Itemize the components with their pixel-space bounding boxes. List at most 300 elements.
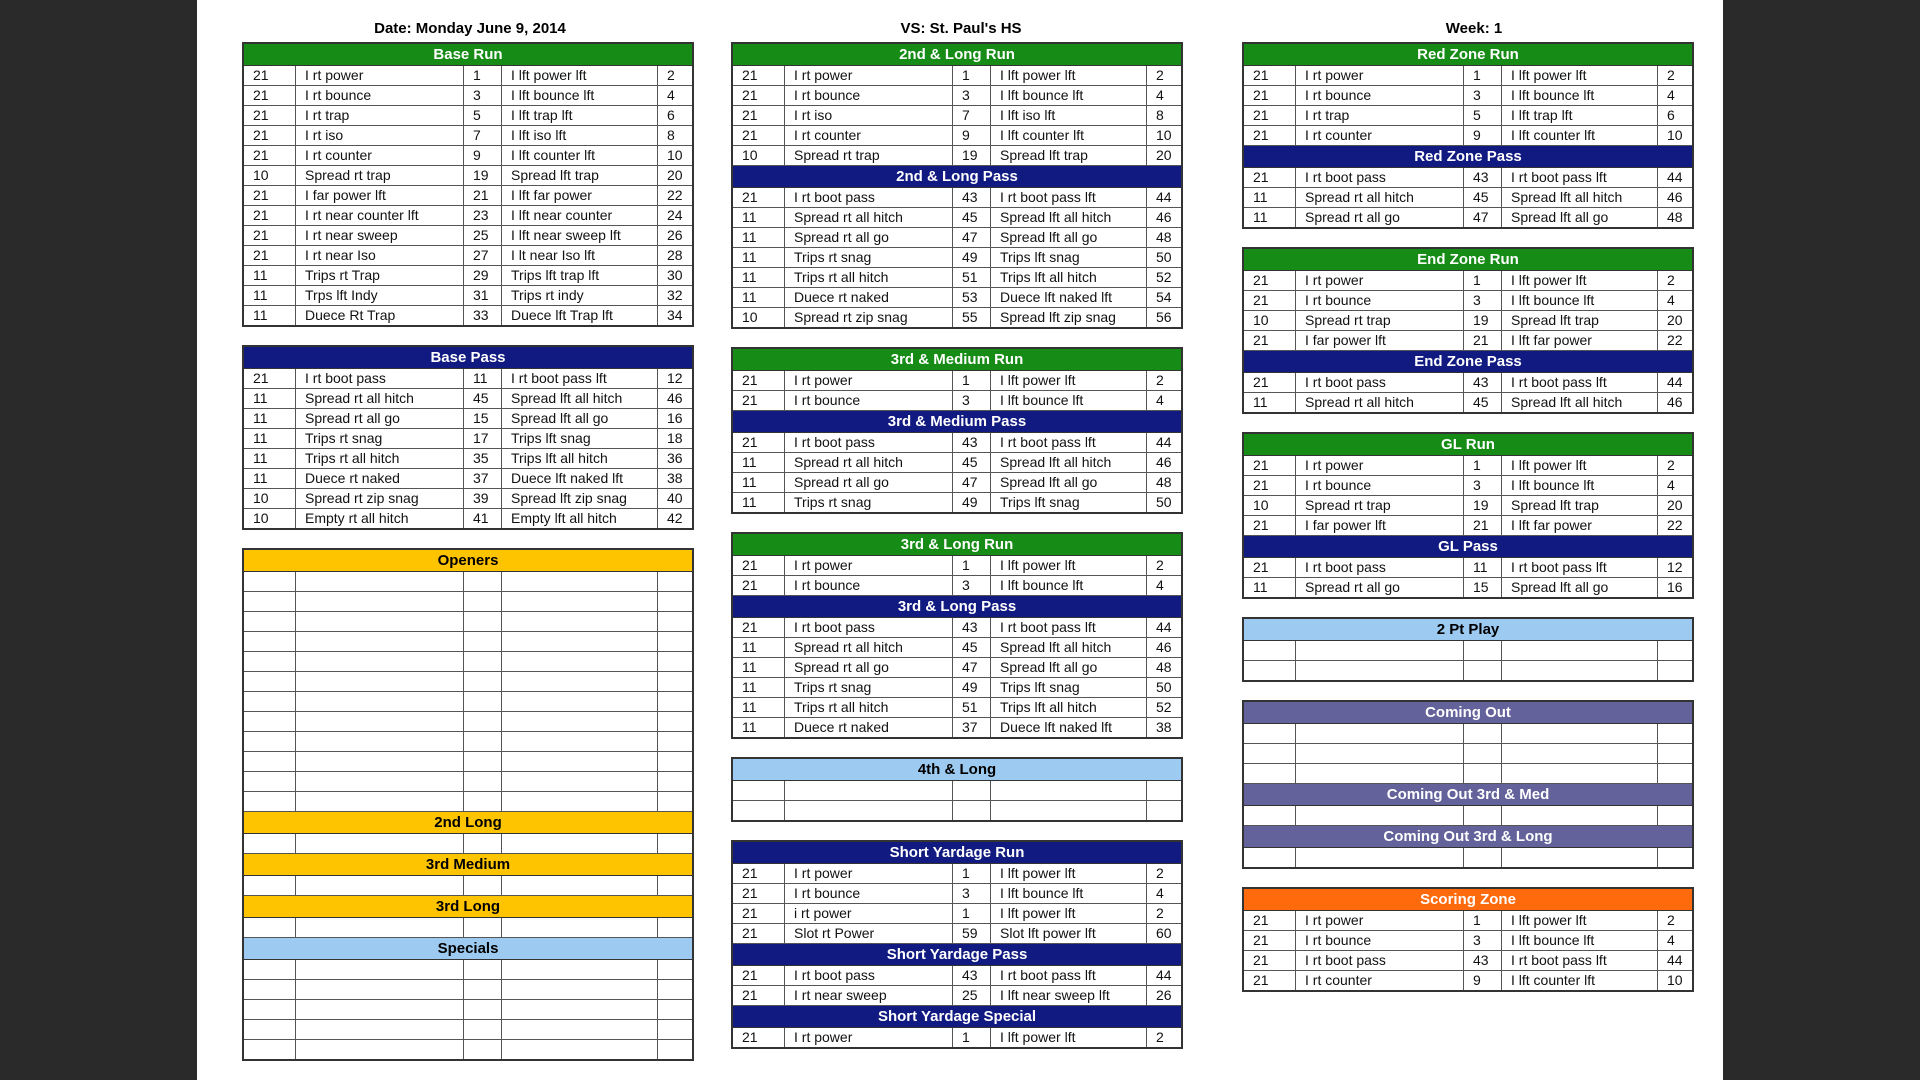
play-row <box>733 288 1181 308</box>
play-cell: Spread rt all go <box>296 409 464 428</box>
personnel-cell: 11 <box>1244 393 1296 412</box>
play-cell: Spread rt all go <box>1296 578 1464 597</box>
mirror-play-cell: Spread lft all hitch <box>502 389 658 408</box>
play-cell: Slot rt Power <box>785 924 953 943</box>
personnel-cell: 10 <box>244 166 296 185</box>
play-row <box>244 489 692 509</box>
mirror-play-cell: I lft bounce lft <box>1502 476 1658 495</box>
blank-cell <box>502 592 658 611</box>
personnel-cell: 11 <box>733 288 785 307</box>
blank-cell <box>1244 744 1296 763</box>
blank-cell <box>244 752 296 771</box>
section-header-2nd-long-pass: 2nd & Long Pass <box>733 166 1181 188</box>
mirror-play-cell: I lft power lft <box>1502 271 1658 290</box>
blank-cell <box>658 1040 692 1059</box>
mirror-play-cell: Empty lft all hitch <box>502 509 658 528</box>
play-row <box>244 246 692 266</box>
mirror-number-cell: 52 <box>1156 699 1172 715</box>
blank-cell <box>244 918 296 937</box>
blank-cell <box>464 792 502 811</box>
personnel-cell: 21 <box>733 556 785 575</box>
play-number-cell: 15 <box>1464 578 1502 597</box>
play-table <box>731 347 1183 514</box>
section-header-short-yardage-run: Short Yardage Run <box>733 842 1181 864</box>
play-cell: I far power lft <box>1296 516 1464 535</box>
section-header-red-zone-pass: Red Zone Pass <box>1244 146 1692 168</box>
play-cell: Empty rt all hitch <box>296 509 464 528</box>
blank-cell <box>502 712 658 731</box>
blank-cell <box>1658 744 1692 763</box>
personnel-cell: 11 <box>244 266 296 285</box>
blank-cell <box>658 592 692 611</box>
blank-cell <box>244 612 296 631</box>
play-row <box>733 106 1181 126</box>
mirror-number-cell: 26 <box>1156 987 1172 1003</box>
blank-cell <box>296 960 464 979</box>
blank-cell <box>658 732 692 751</box>
mirror-number-cell: 18 <box>667 430 683 446</box>
mirror-number-cell: 48 <box>1156 659 1172 675</box>
mirror-number-cell: 54 <box>1156 289 1172 305</box>
blank-row <box>244 980 692 1000</box>
blank-cell <box>1502 661 1658 680</box>
blank-cell <box>296 752 464 771</box>
mirror-play-cell: I rt boot pass lft <box>991 188 1147 207</box>
mirror-play-cell: Slot lft power lft <box>991 924 1147 943</box>
blank-cell <box>244 652 296 671</box>
mirror-play-cell: Spread lft zip snag <box>502 489 658 508</box>
mirror-play-cell: I lft counter lft <box>1502 971 1658 990</box>
mirror-number-cell: 22 <box>1667 332 1683 348</box>
blank-cell <box>296 792 464 811</box>
play-cell: Spread rt trap <box>296 166 464 185</box>
blank-cell <box>464 772 502 791</box>
section-header-2nd-long: 2nd Long <box>244 812 692 834</box>
blank-cell <box>296 834 464 853</box>
mirror-play-cell: I rt boot pass lft <box>991 618 1147 637</box>
mirror-play-cell: I rt boot pass lft <box>1502 558 1658 577</box>
mirror-number-cell: 48 <box>1156 474 1172 490</box>
personnel-cell: 21 <box>244 226 296 245</box>
blank-cell <box>1502 848 1658 867</box>
play-cell: I rt bounce <box>296 86 464 105</box>
blank-cell <box>502 772 658 791</box>
play-number-cell: 59 <box>953 924 991 943</box>
blank-cell <box>244 672 296 691</box>
play-cell: I rt counter <box>1296 126 1464 145</box>
mirror-play-cell: Spread lft all hitch <box>991 638 1147 657</box>
blank-row <box>1244 641 1692 661</box>
play-cell: Duece rt naked <box>785 718 953 737</box>
mirror-play-cell: I rt boot pass lft <box>1502 951 1658 970</box>
blank-cell <box>733 781 785 800</box>
mirror-number-cell: 46 <box>1667 189 1683 205</box>
play-number-cell: 47 <box>953 228 991 247</box>
play-row <box>1244 291 1692 311</box>
play-cell: Spread rt all hitch <box>785 638 953 657</box>
blank-cell <box>464 612 502 631</box>
blank-cell <box>464 732 502 751</box>
play-number-cell: 7 <box>953 106 991 125</box>
play-cell: I rt boot pass <box>785 618 953 637</box>
blank-row <box>244 652 692 672</box>
personnel-cell: 21 <box>1244 331 1296 350</box>
personnel-cell: 21 <box>733 924 785 943</box>
play-cell: I rt boot pass <box>1296 373 1464 392</box>
mirror-number-cell: 22 <box>1667 517 1683 533</box>
blank-row <box>733 801 1181 820</box>
blank-cell <box>464 692 502 711</box>
blank-cell <box>658 980 692 999</box>
mirror-number-cell: 48 <box>1156 229 1172 245</box>
play-row <box>733 86 1181 106</box>
mirror-play-cell: Spread lft all go <box>1502 578 1658 597</box>
section-header-short-yardage-special: Short Yardage Special <box>733 1006 1181 1028</box>
blank-row <box>244 592 692 612</box>
personnel-cell: 21 <box>733 1028 785 1047</box>
mirror-play-cell: I lft bounce lft <box>1502 86 1658 105</box>
personnel-cell: 21 <box>733 986 785 1005</box>
mirror-number-cell: 26 <box>667 227 683 243</box>
personnel-cell: 11 <box>733 248 785 267</box>
mirror-number-cell: 10 <box>1156 127 1172 143</box>
blank-cell <box>1464 724 1502 743</box>
blank-cell <box>296 1040 464 1059</box>
play-number-cell: 47 <box>953 658 991 677</box>
play-number-cell: 9 <box>953 126 991 145</box>
blank-cell <box>658 918 692 937</box>
play-number-cell: 45 <box>1464 188 1502 207</box>
play-row <box>733 658 1181 678</box>
play-cell: I rt bounce <box>785 86 953 105</box>
mirror-play-cell: I lft counter lft <box>1502 126 1658 145</box>
personnel-cell: 21 <box>733 966 785 985</box>
play-cell: I rt counter <box>785 126 953 145</box>
play-cell: I rt boot pass <box>1296 558 1464 577</box>
play-row <box>1244 271 1692 291</box>
mirror-play-cell: Spread lft all go <box>1502 208 1658 227</box>
play-row <box>733 678 1181 698</box>
blank-cell <box>502 1020 658 1039</box>
blank-cell <box>464 834 502 853</box>
blank-cell <box>1464 744 1502 763</box>
play-row <box>244 226 692 246</box>
mirror-number-cell: 48 <box>1667 209 1683 225</box>
play-row <box>1244 188 1692 208</box>
play-number-cell: 21 <box>1464 331 1502 350</box>
mirror-number-cell: 38 <box>667 470 683 486</box>
mirror-play-cell: Spread lft all hitch <box>991 208 1147 227</box>
play-number-cell: 1 <box>464 66 502 85</box>
blank-cell <box>658 632 692 651</box>
blank-cell <box>502 980 658 999</box>
play-cell: Duece rt naked <box>785 288 953 307</box>
play-row <box>733 493 1181 512</box>
blank-row <box>244 834 692 854</box>
play-number-cell: 5 <box>464 106 502 125</box>
play-number-cell: 45 <box>1464 393 1502 412</box>
personnel-cell: 21 <box>733 106 785 125</box>
mirror-number-cell: 2 <box>1156 905 1164 921</box>
mirror-number-cell: 4 <box>1156 577 1164 593</box>
section-header-3rd-long: 3rd Long <box>244 896 692 918</box>
mirror-number-cell: 20 <box>667 167 683 183</box>
personnel-cell: 21 <box>1244 516 1296 535</box>
play-row <box>733 188 1181 208</box>
play-row <box>733 556 1181 576</box>
play-row <box>244 306 692 325</box>
play-cell: Spread rt trap <box>1296 496 1464 515</box>
mirror-number-cell: 6 <box>667 107 675 123</box>
personnel-cell: 21 <box>244 146 296 165</box>
personnel-cell: 21 <box>244 369 296 388</box>
blank-cell <box>502 1000 658 1019</box>
play-row <box>1244 126 1692 146</box>
play-row <box>244 389 692 409</box>
mirror-number-cell: 46 <box>1156 454 1172 470</box>
personnel-cell: 21 <box>1244 951 1296 970</box>
blank-cell <box>1502 641 1658 660</box>
play-row <box>733 228 1181 248</box>
blank-cell <box>502 752 658 771</box>
play-cell: I rt power <box>785 556 953 575</box>
play-number-cell: 11 <box>1464 558 1502 577</box>
personnel-cell: 21 <box>733 576 785 595</box>
blank-row <box>244 692 692 712</box>
play-cell: I rt power <box>1296 271 1464 290</box>
mirror-number-cell: 12 <box>1667 559 1683 575</box>
mirror-play-cell: I rt boot pass lft <box>1502 168 1658 187</box>
play-cell: I rt trap <box>296 106 464 125</box>
mirror-play-cell: I lft bounce lft <box>1502 931 1658 950</box>
mirror-play-cell: Trips lft all hitch <box>991 268 1147 287</box>
blank-row <box>244 1040 692 1059</box>
play-cell: I rt near sweep <box>296 226 464 245</box>
blank-cell <box>1658 848 1692 867</box>
play-number-cell: 1 <box>953 556 991 575</box>
blank-cell <box>464 960 502 979</box>
section-header-openers: Openers <box>244 550 692 572</box>
blank-cell <box>1464 848 1502 867</box>
play-row <box>733 268 1181 288</box>
blank-cell <box>1244 806 1296 825</box>
mirror-play-cell: I lft bounce lft <box>991 576 1147 595</box>
personnel-cell: 11 <box>733 493 785 512</box>
play-cell: Trips rt all hitch <box>296 449 464 468</box>
mirror-play-cell: Spread lft trap <box>1502 496 1658 515</box>
personnel-cell: 11 <box>733 228 785 247</box>
blank-cell <box>464 632 502 651</box>
section-header-2nd-long-run: 2nd & Long Run <box>733 44 1181 66</box>
play-sheet <box>197 0 1723 1080</box>
play-cell: Spread rt all hitch <box>296 389 464 408</box>
play-number-cell: 45 <box>953 208 991 227</box>
mirror-play-cell: I lft trap lft <box>502 106 658 125</box>
blank-cell <box>1502 724 1658 743</box>
play-cell: Spread rt zip snag <box>296 489 464 508</box>
blank-cell <box>658 876 692 895</box>
play-row <box>244 206 692 226</box>
play-cell: I rt power <box>296 66 464 85</box>
play-row <box>733 618 1181 638</box>
opponent-header: VS: St. Paul's HS <box>900 20 1022 37</box>
play-number-cell: 3 <box>1464 291 1502 310</box>
blank-row <box>244 1000 692 1020</box>
play-cell: Spread rt trap <box>1296 311 1464 330</box>
blank-row <box>244 632 692 652</box>
blank-cell <box>296 980 464 999</box>
blank-cell <box>464 1000 502 1019</box>
blank-cell <box>733 801 785 820</box>
blank-cell <box>658 960 692 979</box>
blank-cell <box>296 672 464 691</box>
play-cell: I rt power <box>1296 66 1464 85</box>
blank-cell <box>464 876 502 895</box>
week-header: Week: 1 <box>1445 20 1503 37</box>
mirror-play-cell: Trips lft snag <box>991 248 1147 267</box>
personnel-cell: 11 <box>733 268 785 287</box>
mirror-play-cell: I lft near sweep lft <box>991 986 1147 1005</box>
mirror-number-cell: 50 <box>1156 249 1172 265</box>
blank-cell <box>244 960 296 979</box>
play-number-cell: 33 <box>464 306 502 325</box>
mirror-play-cell: Trips lft trap lft <box>502 266 658 285</box>
blank-cell <box>502 732 658 751</box>
play-number-cell: 1 <box>953 904 991 923</box>
mirror-play-cell: Duece lft naked lft <box>991 288 1147 307</box>
mirror-number-cell: 4 <box>1156 87 1164 103</box>
play-number-cell: 21 <box>1464 516 1502 535</box>
blank-cell <box>502 652 658 671</box>
play-number-cell: 27 <box>464 246 502 265</box>
play-number-cell: 1 <box>1464 66 1502 85</box>
personnel-cell: 21 <box>1244 106 1296 125</box>
blank-cell <box>1502 764 1658 783</box>
blank-cell <box>244 592 296 611</box>
personnel-cell: 11 <box>1244 578 1296 597</box>
mirror-play-cell: Spread lft trap <box>1502 311 1658 330</box>
play-cell: Spread rt all go <box>785 658 953 677</box>
mirror-play-cell: I lft trap lft <box>1502 106 1658 125</box>
section-header-3rd-medium-run: 3rd & Medium Run <box>733 349 1181 371</box>
mirror-number-cell: 4 <box>1667 932 1675 948</box>
blank-cell <box>658 792 692 811</box>
section-header-base-pass: Base Pass <box>244 347 692 369</box>
play-number-cell: 45 <box>953 638 991 657</box>
blank-cell <box>296 612 464 631</box>
play-number-cell: 3 <box>953 576 991 595</box>
mirror-play-cell: I lft iso lft <box>991 106 1147 125</box>
mirror-play-cell: I lft counter lft <box>991 126 1147 145</box>
play-cell: Spread rt all hitch <box>1296 393 1464 412</box>
mirror-play-cell: I lft counter lft <box>502 146 658 165</box>
mirror-play-cell: I lft bounce lft <box>991 86 1147 105</box>
personnel-cell: 21 <box>244 66 296 85</box>
mirror-number-cell: 56 <box>1156 309 1172 325</box>
play-row <box>733 638 1181 658</box>
play-row <box>1244 373 1692 393</box>
blank-row <box>733 781 1181 801</box>
play-number-cell: 47 <box>953 473 991 492</box>
play-number-cell: 35 <box>464 449 502 468</box>
blank-cell <box>1658 661 1692 680</box>
personnel-cell: 21 <box>1244 456 1296 475</box>
play-row <box>733 966 1181 986</box>
play-cell: I rt power <box>785 371 953 390</box>
play-cell: I rt power <box>785 864 953 883</box>
mirror-play-cell: I lft power lft <box>991 1028 1147 1047</box>
play-row <box>733 371 1181 391</box>
play-number-cell: 9 <box>1464 971 1502 990</box>
mirror-play-cell: I lft power lft <box>991 371 1147 390</box>
personnel-cell: 11 <box>733 698 785 717</box>
personnel-cell: 11 <box>244 449 296 468</box>
personnel-cell: 10 <box>1244 496 1296 515</box>
blank-row <box>244 712 692 732</box>
blank-cell <box>464 980 502 999</box>
mirror-play-cell: I lft bounce lft <box>991 884 1147 903</box>
mirror-number-cell: 20 <box>1156 147 1172 163</box>
date-header: Date: Monday June 9, 2014 <box>374 20 566 37</box>
blank-cell <box>464 572 502 591</box>
mirror-play-cell: Spread lft trap <box>991 146 1147 165</box>
mirror-number-cell: 20 <box>1667 497 1683 513</box>
mirror-number-cell: 2 <box>1667 272 1675 288</box>
blank-cell <box>1658 764 1692 783</box>
play-row <box>733 248 1181 268</box>
mirror-play-cell: I lft far power <box>1502 516 1658 535</box>
play-cell: I rt power <box>785 66 953 85</box>
play-cell: Trips rt snag <box>785 493 953 512</box>
mirror-number-cell: 2 <box>1667 912 1675 928</box>
blank-row <box>244 612 692 632</box>
mirror-number-cell: 4 <box>1156 885 1164 901</box>
mirror-play-cell: Duece lft naked lft <box>502 469 658 488</box>
mirror-play-cell: Spread lft all go <box>502 409 658 428</box>
personnel-cell: 21 <box>244 86 296 105</box>
personnel-cell: 21 <box>733 86 785 105</box>
blank-row <box>244 1020 692 1040</box>
personnel-cell: 21 <box>733 864 785 883</box>
play-number-cell: 9 <box>1464 126 1502 145</box>
mirror-number-cell: 10 <box>1667 972 1683 988</box>
play-row <box>733 576 1181 596</box>
mirror-number-cell: 28 <box>667 247 683 263</box>
personnel-cell: 21 <box>1244 558 1296 577</box>
play-cell: I rt counter <box>296 146 464 165</box>
play-row <box>733 208 1181 228</box>
play-row <box>244 146 692 166</box>
play-row <box>244 469 692 489</box>
play-number-cell: 37 <box>464 469 502 488</box>
blank-row <box>1244 744 1692 764</box>
play-row <box>244 286 692 306</box>
play-table <box>242 42 694 327</box>
personnel-cell: 11 <box>733 638 785 657</box>
blank-row <box>1244 661 1692 680</box>
blank-cell <box>296 692 464 711</box>
blank-cell <box>1658 641 1692 660</box>
blank-cell <box>658 1020 692 1039</box>
play-cell: Trips rt all hitch <box>785 268 953 287</box>
section-header-scoring-zone: Scoring Zone <box>1244 889 1692 911</box>
play-row <box>244 166 692 186</box>
blank-cell <box>502 1040 658 1059</box>
mirror-number-cell: 44 <box>1156 434 1172 450</box>
blank-cell <box>244 834 296 853</box>
play-cell: Spread rt trap <box>785 146 953 165</box>
play-cell: I rt near sweep <box>785 986 953 1005</box>
